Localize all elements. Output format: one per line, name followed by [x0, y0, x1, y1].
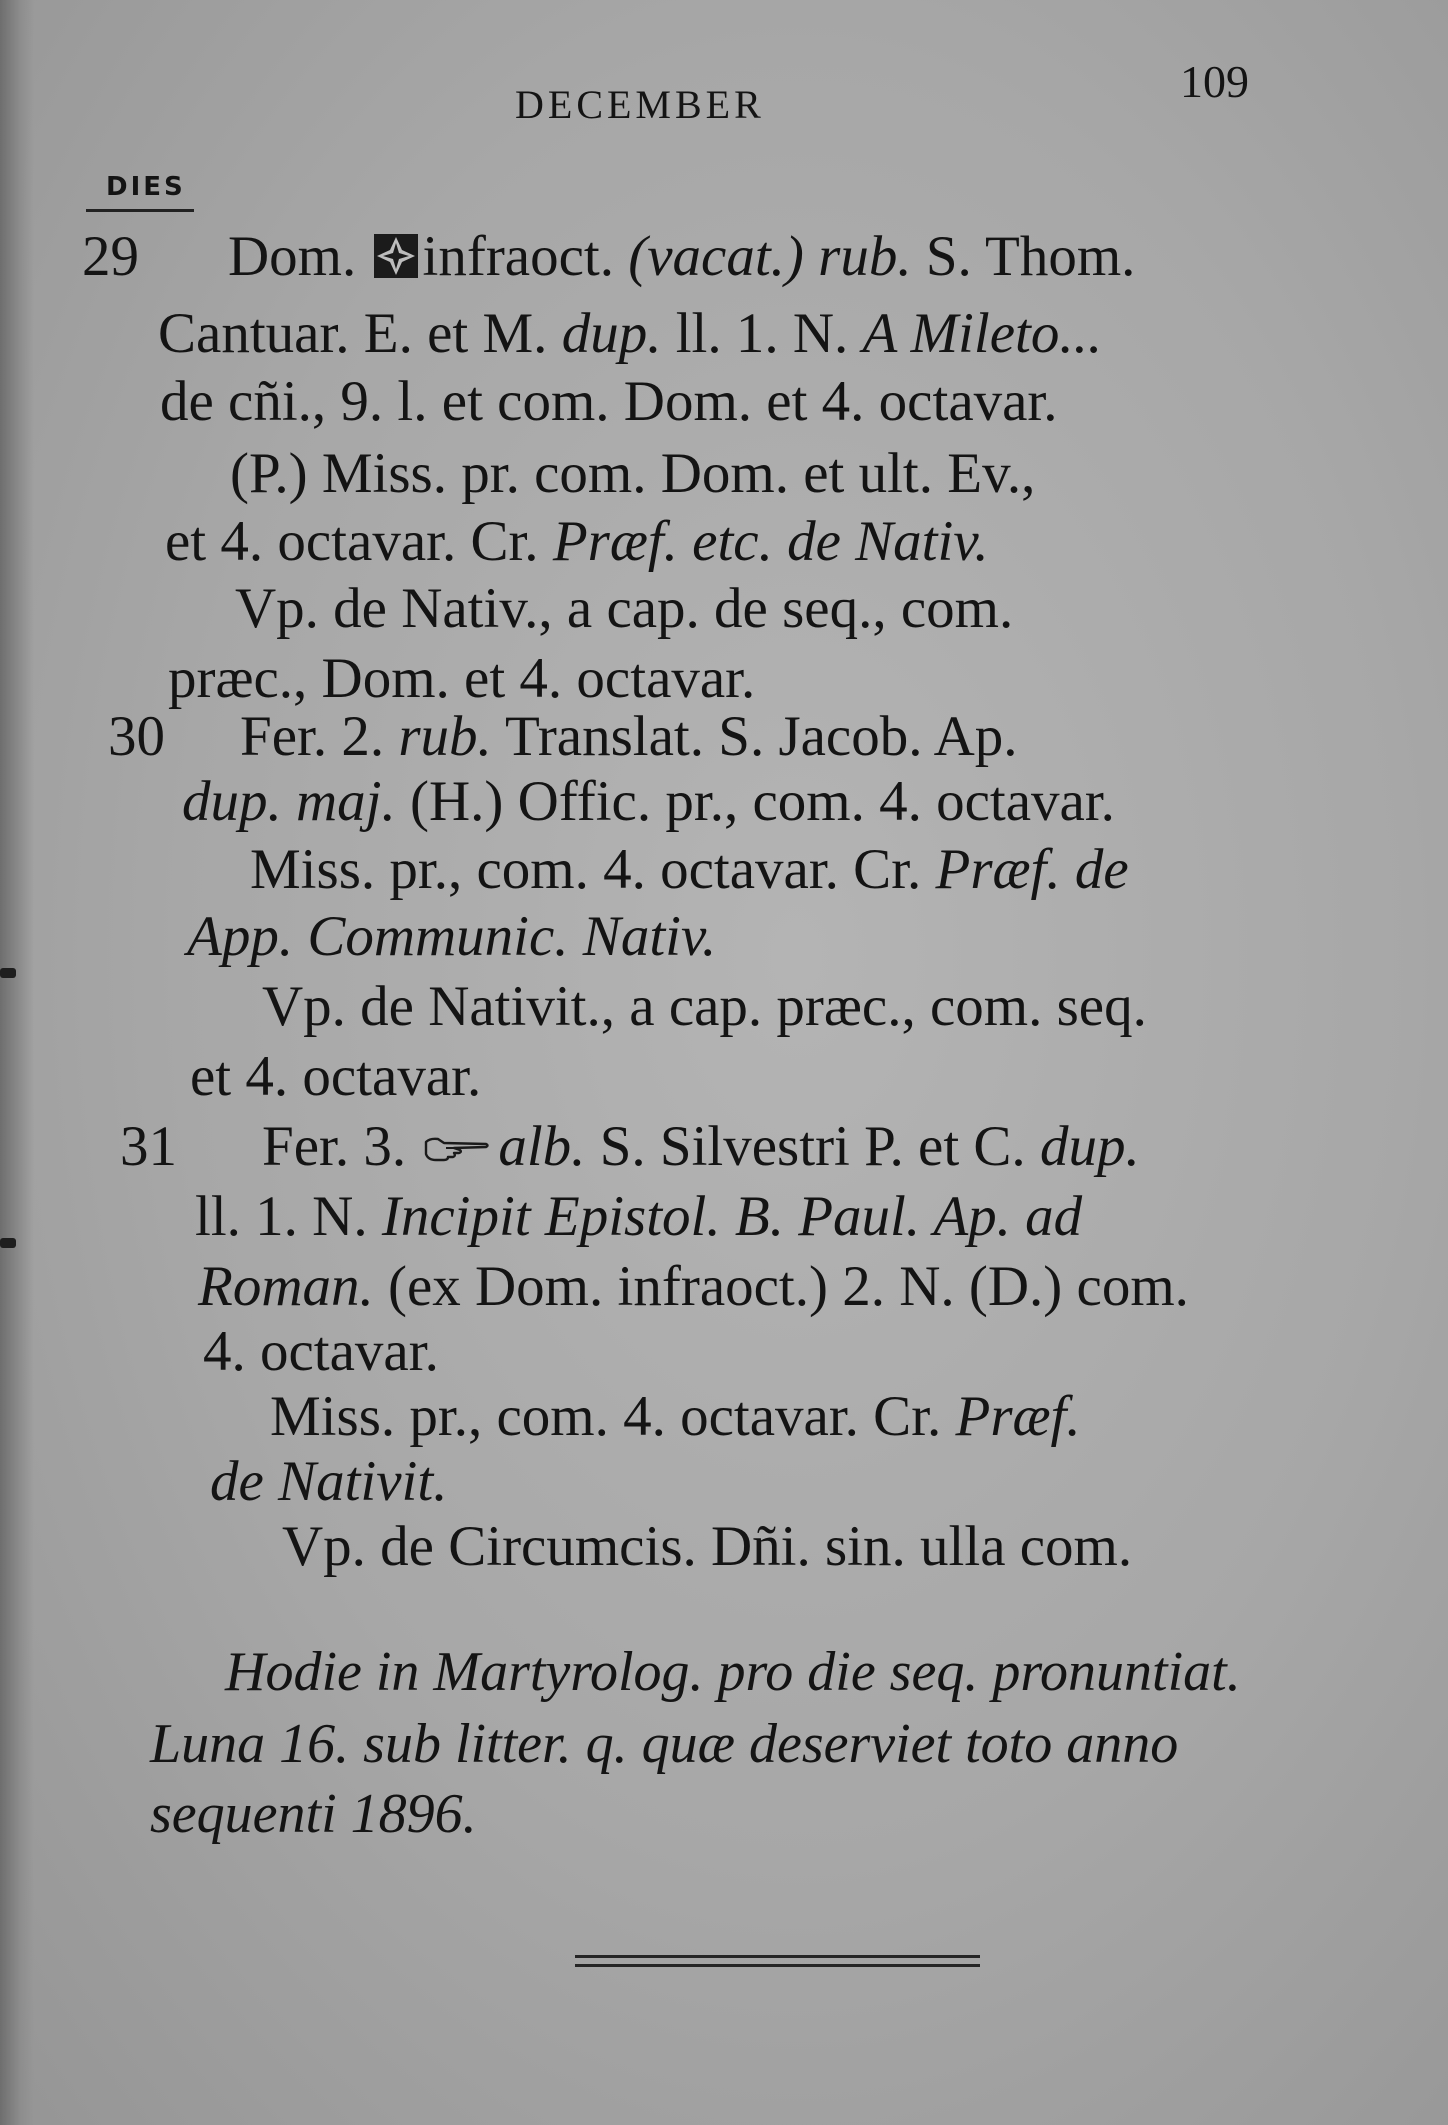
entry-italic-text: dup. maj. — [182, 770, 396, 833]
entry-italic-text: de Nativit. — [210, 1450, 448, 1513]
binding-stitch — [0, 1238, 16, 1248]
entry-line — [203, 1320, 439, 1384]
day-number: 30 — [108, 705, 165, 768]
entry-text: Translat. S. Jacob. Ap. — [491, 705, 1018, 768]
entry-text: Miss. pr., com. 4. octavar. Cr. — [250, 838, 936, 901]
entry-italic-text: Præf. etc. de Nativ. — [552, 510, 989, 573]
entry-text: et 4. octavar. Cr. — [165, 510, 553, 573]
entry-line — [262, 975, 1147, 1039]
entry-text: Miss. pr., com. 4. octavar. Cr. — [270, 1385, 956, 1448]
entry-line — [210, 1450, 447, 1514]
entry-italic-text: App. Communic. Nativ. — [187, 905, 717, 968]
entry-text: (P.) Miss. pr. com. Dom. et ult. Ev., — [230, 442, 1036, 505]
entry-text: (ex Dom. infraoct.) 2. N. (D.) com. — [373, 1255, 1189, 1318]
entry-text: Fer. 2. — [240, 705, 399, 768]
entry-line — [165, 510, 989, 574]
entry-line — [187, 905, 716, 969]
entry-italic-text: Præf. — [955, 1385, 1081, 1448]
entry-line — [270, 1385, 1081, 1449]
entry-text: Vp. de Nativit., a cap. præc., com. seq. — [262, 975, 1147, 1038]
entry-italic-text: Præf. de — [935, 838, 1129, 901]
entry-text: Cantuar. E. et M. — [158, 302, 562, 365]
rule-line — [575, 1964, 980, 1967]
entry-text: Fer. 3. — [262, 1115, 421, 1178]
entry-text: 4. octavar. — [203, 1320, 439, 1383]
entry-line — [158, 302, 1102, 366]
day-number: 31 — [120, 1115, 177, 1178]
entry-text: præc., Dom. et 4. octavar. — [168, 647, 756, 710]
page-gutter — [0, 0, 34, 2125]
entry-line — [190, 1045, 481, 1109]
running-head: DECEMBER — [515, 82, 765, 127]
entry-text: S. Silvestri P. et C. — [585, 1115, 1040, 1178]
entry-line — [198, 1255, 1189, 1319]
rule-line — [575, 1955, 980, 1958]
entry-text: infraoct. — [422, 225, 629, 288]
closing-double-rule — [575, 1955, 980, 1973]
entry-italic-text: rub. — [398, 705, 492, 768]
note-line: sequenti 1896. — [150, 1783, 477, 1845]
entry-text: ll. 1. N. — [661, 302, 863, 365]
entry-line — [250, 838, 1129, 902]
entry-line — [262, 1115, 1140, 1179]
column-label-rule — [86, 209, 194, 212]
page-header — [0, 55, 1448, 135]
entry-italic-text: Incipit Epistol. B. Paul. Ap. ad — [381, 1185, 1083, 1248]
binding-stitch — [0, 968, 16, 978]
day-number: 29 — [82, 225, 139, 288]
entry-italic-text: dup. — [1039, 1115, 1140, 1178]
entry-italic-text: dup. — [561, 302, 662, 365]
entry-line — [160, 370, 1058, 434]
entry-text: ll. 1. N. — [195, 1185, 382, 1248]
entry-italic-text: A Mileto... — [862, 302, 1103, 365]
entry-text: (H.) Offic. pr., com. 4. octavar. — [395, 770, 1115, 833]
entry-italic-text: (vacat.) rub. — [628, 225, 912, 288]
column-label: DIES — [106, 172, 186, 202]
entry-text: Vp. de Nativ., a cap. de seq., com. — [235, 577, 1014, 640]
entry-line — [168, 647, 755, 711]
entry-text: et 4. octavar. — [190, 1045, 482, 1108]
note-line: Luna 16. sub litter. q. quæ deserviet toto anno — [150, 1713, 1179, 1775]
entry-line — [235, 577, 1013, 641]
entry-line — [230, 442, 1035, 506]
entry-italic-text: alb. — [498, 1115, 586, 1178]
entry-line — [240, 705, 1018, 769]
entry-italic-text: Roman. — [198, 1255, 374, 1318]
note-line: Hodie in Martyrolog. pro die seq. pronuntiat. — [225, 1641, 1241, 1703]
entry-line — [195, 1185, 1082, 1249]
cross-icon — [373, 233, 419, 279]
pointing-hand-icon — [424, 1133, 490, 1163]
entry-text: S. Thom. — [911, 225, 1136, 288]
entry-line — [228, 225, 1135, 289]
page-number: 109 — [1180, 56, 1249, 107]
entry-line — [182, 770, 1115, 834]
entry-text: de cñi., 9. l. et com. Dom. et 4. octavar. — [160, 370, 1058, 433]
entry-line — [282, 1515, 1132, 1579]
entry-text: Vp. de Circumcis. Dñi. sin. ulla com. — [282, 1515, 1133, 1578]
entry-text: Dom. — [228, 225, 371, 288]
